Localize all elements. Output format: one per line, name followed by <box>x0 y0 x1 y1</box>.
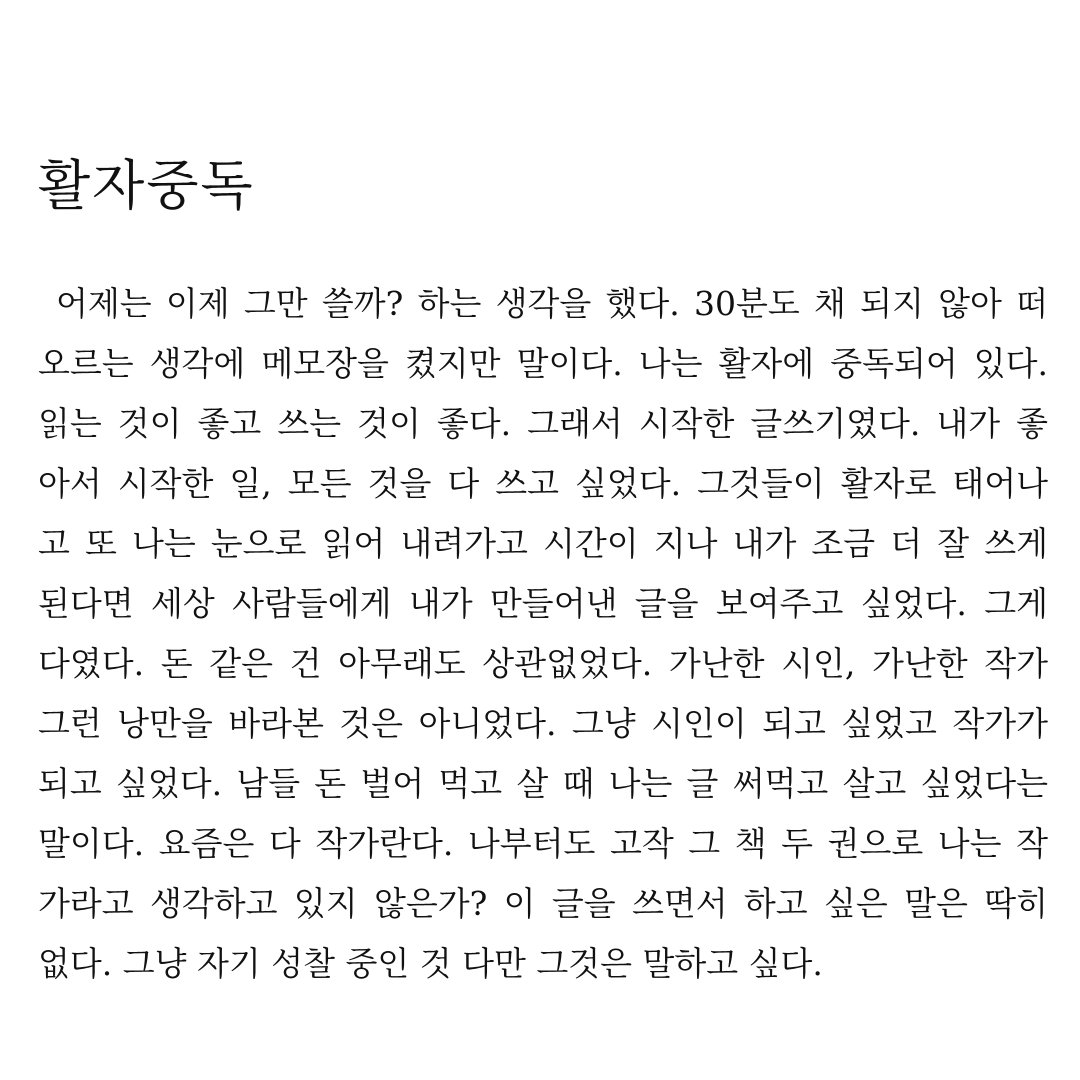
body-line-8: 그런 낭만을 바라본 것은 아니었다. 그냥 시인이 되고 싶었고 작가가 <box>38 704 1048 743</box>
body-line-12: 없다. 그냥 자기 성찰 중인 것 다만 그것은 말하고 싶다. <box>38 944 823 983</box>
body-line-5: 고 또 나는 눈으로 읽어 내려가고 시간이 지나 내가 조금 더 잘 쓰게 <box>38 524 1048 563</box>
body-line-2: 오르는 생각에 메모장을 켰지만 말이다. 나는 활자에 중독되어 있다. <box>38 344 1048 383</box>
body-line-9: 되고 싶었다. 남들 돈 벌어 먹고 살 때 나는 글 써먹고 살고 싶었다는 <box>38 764 1048 803</box>
body-line-11: 가라고 생각하고 있지 않은가? 이 글을 쓰면서 하고 싶은 말은 딱히 <box>38 884 1048 923</box>
body-line-7: 다였다. 돈 같은 건 아무래도 상관없었다. 가난한 시인, 가난한 작가 <box>38 644 1048 683</box>
body-line-4: 아서 시작한 일, 모든 것을 다 쓰고 싶었다. 그것들이 활자로 태어나 <box>38 464 1048 503</box>
essay-body <box>38 285 1048 1005</box>
body-line-3: 읽는 것이 좋고 쓰는 것이 좋다. 그래서 시작한 글쓰기였다. 내가 좋 <box>38 404 1048 443</box>
body-line-10: 말이다. 요즘은 다 작가란다. 나부터도 고작 그 책 두 권으로 나는 작 <box>38 824 1048 863</box>
page-title: 활자중독 <box>38 154 255 217</box>
body-line-1: 어제는 이제 그만 쓸까? 하는 생각을 했다. 30분도 채 되지 않아 떠 <box>56 284 1048 323</box>
body-line-6: 된다면 세상 사람들에게 내가 만들어낸 글을 보여주고 싶었다. 그게 <box>38 584 1048 623</box>
